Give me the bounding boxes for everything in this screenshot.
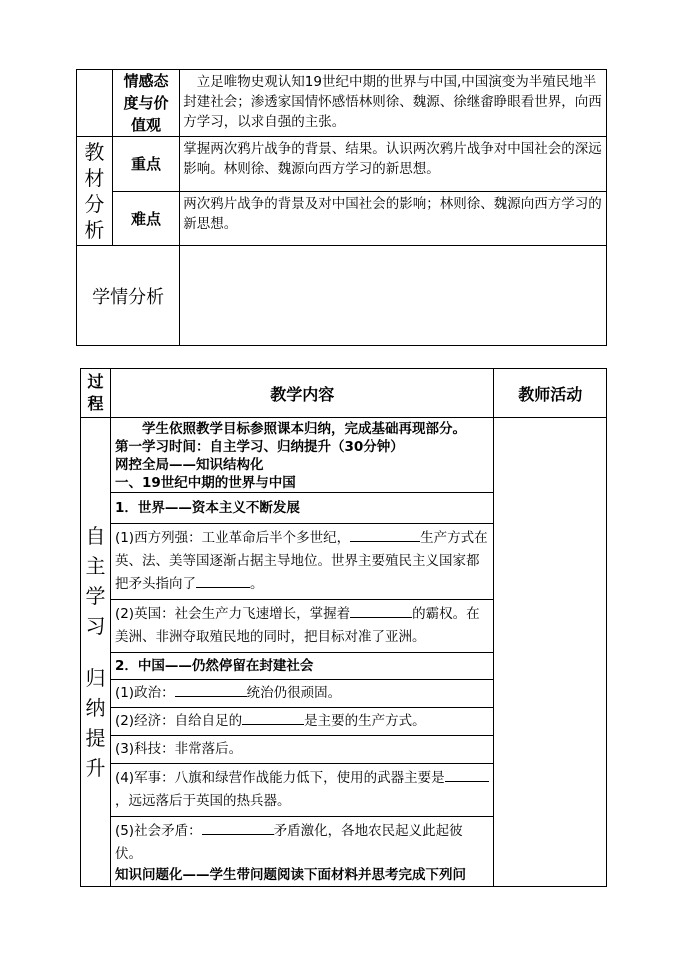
paragraph-britain: (2)英国：社会生产力飞速增长，掌握着 的霸权。在美洲、非洲夺取殖民地的同时，把目标对准了亚洲。 (111, 599, 494, 652)
process-table (80, 368, 607, 887)
stage-char: 提 (85, 726, 106, 750)
fill-blank[interactable] (202, 820, 274, 835)
empty-cell (77, 70, 113, 137)
subsection-heading: 1．世界——资本主义不断发展 (111, 492, 494, 523)
difficulty-text: 两次鸦片战争的背景及对中国社会的影响；林则徐、魏源向西方学习的新思想。 (180, 192, 607, 246)
fill-blank[interactable] (175, 682, 247, 697)
analysis-label-char: 教 (84, 140, 105, 164)
col-process-char: 过 (87, 372, 104, 391)
col-process-header (81, 369, 111, 418)
knowledge-question-line: 知识问题化——学生带问题阅读下面材料并思考完成下列问 (114, 867, 466, 883)
col-process-char: 程 (87, 394, 104, 413)
goal-label (112, 70, 179, 137)
col-teacher-header: 教师活动 (494, 369, 607, 418)
goal-label-line: 度与价 (123, 94, 169, 112)
intro-line: 学生依照教学目标参照课本归纳，完成基础再现部分。 (114, 421, 466, 437)
lesson-content (110, 418, 494, 887)
stage-char: 归 (85, 666, 106, 690)
fill-blank[interactable] (350, 603, 412, 618)
stage-char: 习 (85, 614, 106, 638)
paragraph-military: (4)军事：八旗和绿营作战能力低下，使用的武器主要是，远远落后于英国的热兵器。 (111, 763, 494, 816)
col-content-header: 教学内容 (110, 369, 494, 418)
stage-char: 纳 (85, 696, 106, 720)
fill-blank[interactable] (350, 527, 420, 542)
lesson-info-table (76, 69, 607, 346)
student-analysis-text (180, 246, 607, 346)
stage-char: 学 (85, 584, 106, 608)
student-analysis-label: 学情分析 (77, 246, 180, 346)
paragraph-technology: (3)科技：非常落后。 (111, 735, 494, 763)
analysis-label-char: 析 (84, 218, 105, 242)
fill-blank[interactable] (196, 573, 250, 588)
difficulty-label: 难点 (112, 192, 179, 246)
stage-char: 主 (85, 554, 106, 578)
subsection-heading: 2．中国——仍然停留在封建社会 (111, 652, 494, 679)
analysis-label-char: 材 (84, 166, 105, 190)
stage-gap (81, 641, 110, 663)
key-text: 掌握两次鸦片战争的背景、结果。认识两次鸦片战争对中国社会的深远影响。林则徐、魏源向西方学习的新思想。 (180, 137, 607, 192)
stage-label (81, 418, 111, 887)
fill-blank[interactable] (445, 767, 489, 782)
analysis-label (77, 137, 113, 246)
goal-text: 立足唯物史观认知19世纪中期的世界与中国,中国演变为半殖民地半封建社会；渗透家国情怀感悟林则徐、魏源、徐继畬睁眼看世界，向西方学习，以求自强的主张。 (180, 70, 607, 137)
stage-char: 升 (85, 756, 106, 780)
analysis-label-char: 分 (84, 192, 105, 216)
section-heading: 一、19世纪中期的世界与中国 (114, 475, 296, 491)
stage-char: 自 (85, 524, 106, 548)
teacher-activity-cell (494, 418, 607, 887)
paragraph-politics: (1)政治： 统治仍很顽固。 (111, 679, 494, 707)
paragraph-west-powers: (1)西方列强：工业革命后半个多世纪， 生产方式在英、法、美等国逐渐占据主导地位。世界主要殖民主义国家都把矛头指向了 。 (111, 523, 494, 599)
paragraph-economy: (2)经济：自给自足的 是主要的生产方式。 (111, 707, 494, 735)
time-line: 第一学习时间：自主学习、归纳提升（30分钟） (114, 439, 404, 455)
fill-blank[interactable] (242, 710, 304, 725)
overview-line: 网控全局——知识结构化 (114, 457, 264, 473)
paragraph-society: (5)社会矛盾： 矛盾激化，各地农民起义此起彼伏。 (111, 816, 494, 866)
goal-label-line: 情感态 (123, 72, 169, 90)
key-label: 重点 (112, 137, 179, 192)
goal-label-line: 值观 (131, 116, 162, 134)
